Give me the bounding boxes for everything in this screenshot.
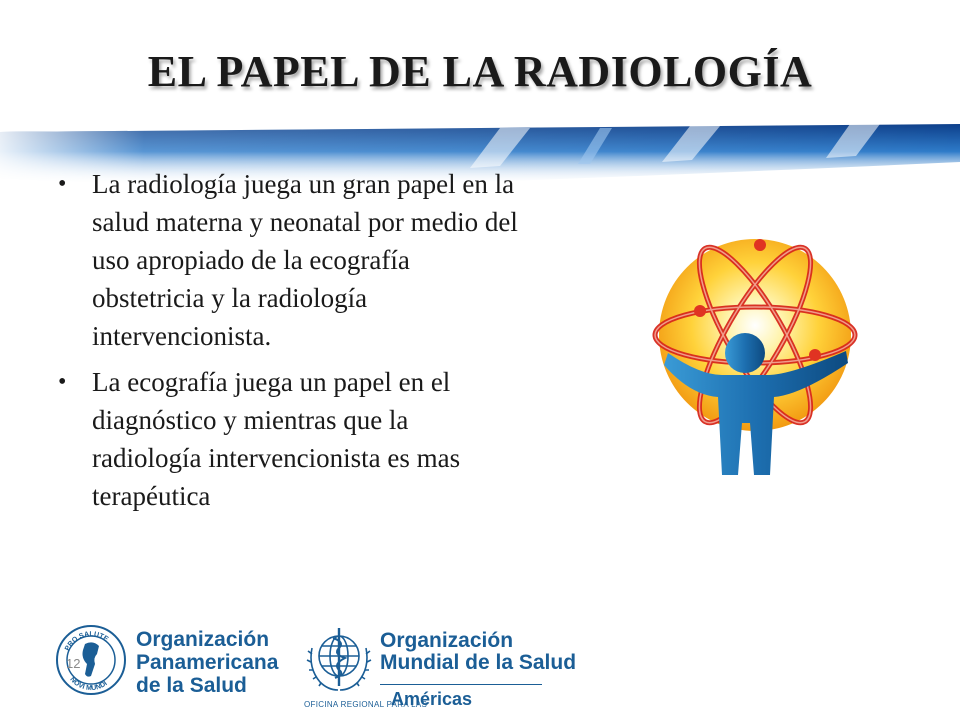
paho-name-line2: Panamericana: [136, 651, 279, 674]
who-divider: [380, 684, 542, 685]
slide-title: EL PAPEL DE LA RADIOLOGÍA: [147, 47, 813, 96]
paho-name: [136, 628, 278, 697]
atom-person-icon: [650, 225, 865, 485]
who-regional-name: Américas: [391, 689, 473, 709]
bullet-text: La ecografía juega un papel en el diagnóstico y mientras que la radiología intervencionista es mas terapéutica: [92, 367, 461, 511]
bullet-glyph: •: [58, 369, 67, 395]
who-emblem-icon: [304, 624, 374, 696]
slide-number: 12: [66, 656, 81, 671]
who-name-line2: Mundial de la Salud: [380, 651, 577, 674]
bullet-item: [58, 363, 518, 515]
who-regional-prefix: OFICINA REGIONAL PARA LAS: [304, 700, 428, 709]
bullet-list: [58, 165, 518, 523]
bullet-text: La radiología juega un gran papel en la salud materna y neonatal por medio del uso apropiado de la ecografía obstetricia y la radiología intervencionista.: [92, 169, 518, 351]
who-name: [380, 630, 576, 674]
paho-emblem-bottom: NOVI MUNDI: [68, 676, 109, 693]
paho-name-line3: de la Salud: [136, 674, 247, 697]
paho-emblem-top: PRO SALUTE: [64, 630, 110, 653]
bullet-glyph: •: [58, 171, 67, 197]
paho-name-line1: Organización: [136, 628, 270, 651]
bullet-item: [58, 165, 518, 355]
who-name-line1: Organización: [380, 629, 514, 652]
